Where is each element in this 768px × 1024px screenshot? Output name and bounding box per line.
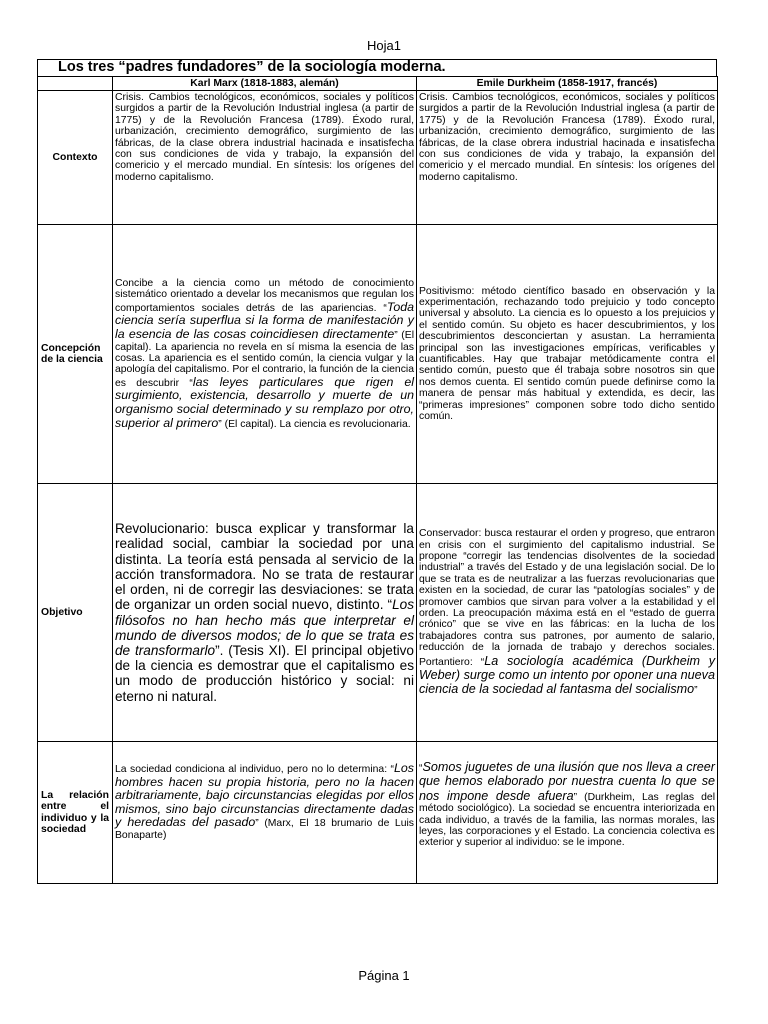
text: “ bbox=[419, 763, 423, 774]
row-objetivo bbox=[38, 484, 718, 742]
row-label-contexto: Contexto bbox=[38, 91, 113, 225]
row-contexto bbox=[38, 91, 718, 225]
cell-contexto-marx: Crisis. Cambios tecnológicos, económicos, sociales y políticos surgidos a partir de la Revolución Industrial inglesa (a partir de 1775) y de la Revolución Francesa (1789). Éxodo rural, urbanización, crecimiento demográfico, surgimiento de las fábricas, de la clase obrera industrial hacinada e insatisfecha con sus condiciones de vida y trabajo, la expansión del comericio y el mercado mundial. En síntesis: los orígenes del moderno capitalismo. bbox=[113, 91, 417, 225]
header-empty bbox=[38, 77, 113, 91]
page-footer: Página 1 bbox=[358, 968, 410, 983]
quote: Somos juguetes de una ilusión que nos lleva a creer que hemos elaborado por nuestra cuenta lo que se nos impone desde afuera bbox=[419, 760, 715, 803]
cell-contexto-durkheim: Crisis. Cambios tecnológicos, económicos, sociales y políticos surgidos a partir de la Revolución Industrial inglesa (a partir de 1775) y de la Revolución Francesa (1789). Éxodo rural, urbanización, crecimiento demográfico, surgimiento de las fábricas, de la clase obrera industrial hacinada e insatisfecha con sus condiciones de vida y trabajo, la expansión del comericio y el mercado mundial. En síntesis: los orígenes del moderno capitalismo. bbox=[417, 91, 718, 225]
text: ” (El capital). La ciencia es revolucionaria. bbox=[218, 418, 411, 430]
table-title-row bbox=[37, 59, 717, 76]
text: ” (Durkheim, Las reglas del método sociológico). La sociedad se encuentra interiorizada en cada individuo, a través de la familia, las normas morales, las leyes, las corporaciones y el Estado. La conciencia colectiva es exterior y superior al individuo: se le impone. bbox=[419, 791, 716, 849]
cell-relacion-durkheim bbox=[417, 742, 718, 884]
header-marx: Karl Marx (1818-1883, alemán) bbox=[113, 77, 417, 91]
text: ” (Marx, El 18 brumario de Luis Bonaparte) bbox=[115, 818, 414, 841]
quote: La sociología académica (Durkheim y Weber) surge como un intento por oponer una nueva ciencia de la sociedad al fantasma del socialismo bbox=[419, 653, 715, 697]
text: La sociedad condiciona al individuo, pero no lo determina: “ bbox=[115, 764, 395, 775]
cell-ciencia-durkheim: Positivismo: método científico basado en observación y la experimentación, rechazando todo prejuicio y todo concepto universal y absoluto. La ciencia es lo opuesto a los prejuicios y el sentido común. Su objeto es hacer descubrimientos, y los descubrimientos desconciertan y asustan. La herramienta principal son las investigaciones empíricas, verificables y cuantificables. Hay que trabajar metódicamente contra el sentido común, puesto que él trabaja sobre nosotros sin que nos demos cuenta. El sentido común puede definirse como la manera de pensar más habitual y extendida, es decir, las “primeras impresiones” componen sobre todo dicho sentido común. bbox=[417, 225, 718, 484]
cell-relacion-marx bbox=[113, 742, 417, 884]
quote: las leyes particulares que rigen el surgimiento, existencia, desarrollo y muerte de un organismo social determinado y su remplazo por otro, superior al primero bbox=[115, 374, 414, 430]
row-label-relacion: La relación entre el individuo y la sociedad bbox=[38, 742, 113, 884]
cell-ciencia-marx bbox=[113, 225, 417, 484]
row-label-ciencia: Concepción de la ciencia bbox=[38, 225, 113, 484]
text: Conservador: busca restaurar el orden y progreso, que entraron en crisis con el surgimiento del capitalismo industrial. Se propone “corregir las tendencias disolventes de la sociedad industrial” a través del Estado y de una legislación social. De lo que se trata es de neutralizar a las fuerzas revolucionarias que existen en la sociedad, de curar las “patologías sociales” y de promover cambios que sirvan para volver a la estabilidad y el orden. La preocupación máxima está en el “estado de guerra crónico” que se vive en las fábricas: en la lucha de los trabajadores contra sus patrones, por aumento de salario, reducción de la jornada de trabajo y derechos sociales. Portantiero: “ bbox=[419, 528, 715, 668]
text: Revolucionario: busca explicar y transformar la realidad social, cambiar la sociedad por una distinta. La teoría está pensada al servicio de la acción transformadora. No se trata de restaurar el orden, ni de corregir las desviaciones: se trata de organizar un orden social nuevo, distinto. “ bbox=[115, 521, 414, 613]
row-ciencia bbox=[38, 225, 718, 484]
sheet-name: Hoja1 bbox=[367, 38, 401, 53]
cell-objetivo-durkheim bbox=[417, 484, 718, 742]
text: ”. (Tesis XI). El principal objetivo de la ciencia es demostrar que el capitalismo es un modo de producción histórico y social: ni eterno ni natural. bbox=[115, 642, 414, 704]
header-durkheim: Emile Durkheim (1858-1917, francés) bbox=[417, 77, 718, 91]
header-row bbox=[38, 77, 718, 91]
text: ” (El capital). La apariencia no revela en sí misma la esencia de las cosas. La apariencia es el sentido común, la ciencia vulgar y la apología del capitalismo. Por el contrario, la función de la ciencia es descubrir “ bbox=[115, 329, 414, 389]
text: Concibe a la ciencia como un método de conocimiento sistemático orientado a develar los mecanismos que regulan los comportamientos sociales detrás de las apariencias. “ bbox=[115, 277, 414, 314]
quote: Los filósofos no han hecho más que interpretar el mundo de diversos modos; de lo que se trata es de transformarlo bbox=[115, 597, 414, 658]
quote: Los hombres hacen su propia historia, pero no la hacen arbitrariamente, bajo circunstancias elegidas por ellos mismos, sino bajo circunstancias directamente dadas y heredadas del pasado bbox=[115, 761, 414, 830]
comparison-table bbox=[37, 59, 717, 884]
table bbox=[37, 76, 718, 884]
table-title: Los tres “padres fundadores” de la sociología moderna. bbox=[58, 59, 446, 75]
row-label-objetivo: Objetivo bbox=[38, 484, 113, 742]
row-relacion bbox=[38, 742, 718, 884]
quote: Toda ciencia sería superflua si la forma de manifestación y la esencia de las cosas coincidiesen directamente bbox=[115, 299, 414, 341]
text: ” bbox=[694, 685, 698, 697]
cell-objetivo-marx bbox=[113, 484, 417, 742]
